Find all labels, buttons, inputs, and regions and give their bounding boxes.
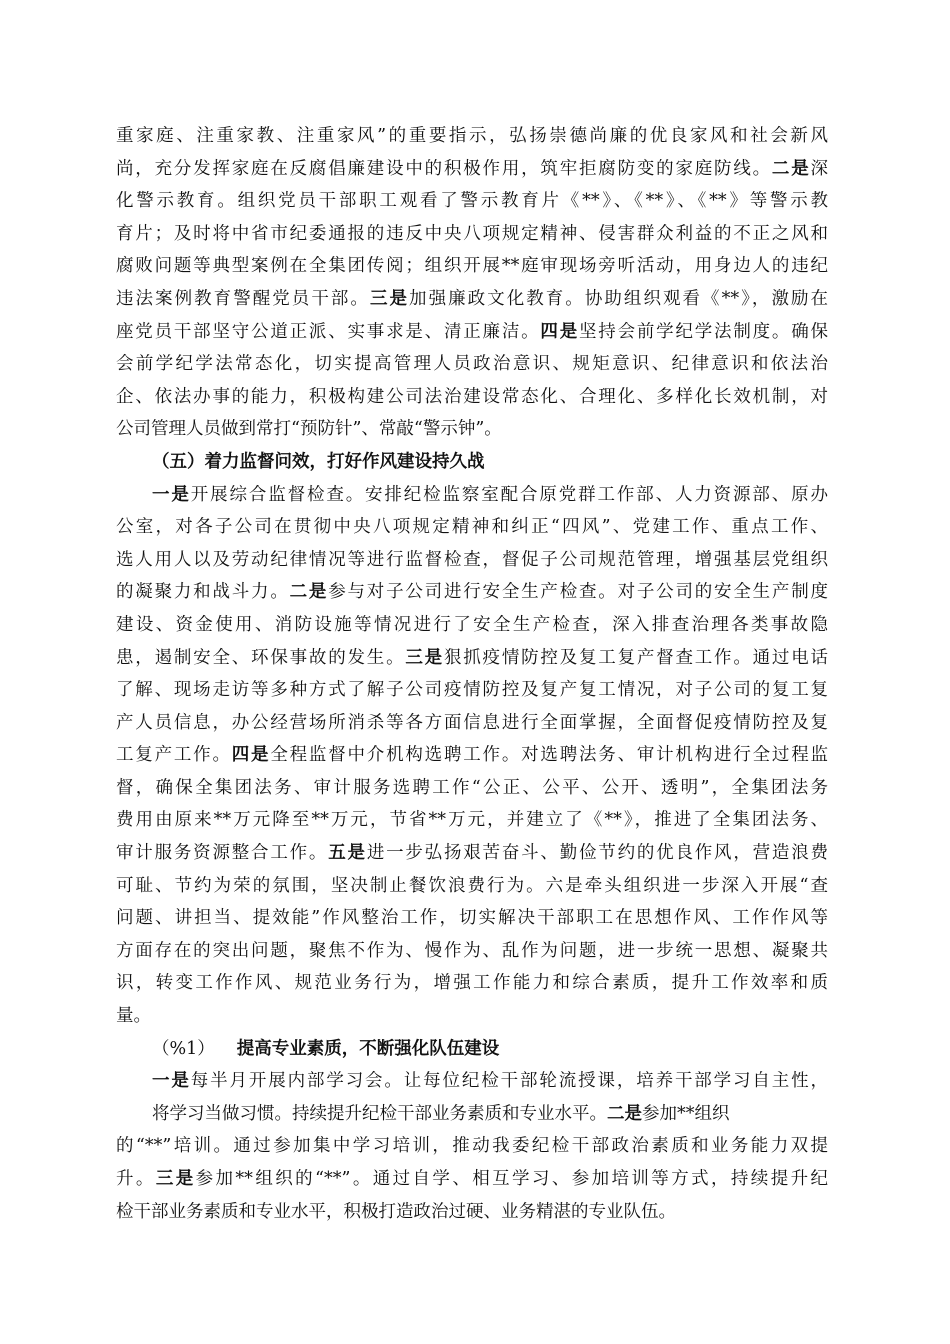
- body-text: 腐败问题等典型案例在全集团传阅；组织开展**庭审现场旁听活动，用身边人的违纪: [116, 256, 828, 277]
- bold-lead-text: 二是: [289, 582, 329, 603]
- body-text: 的“**”培训。通过参加集中学习培训，推动我委纪检干部政治素质和业务能力双提: [116, 1136, 828, 1157]
- body-text: 尚，充分发挥家庭在反腐倡廉建设中的积极作用，筑牢拒腐防变的家庭防线。: [116, 158, 772, 179]
- text-line: [116, 1163, 828, 1196]
- body-text: 重家庭、注重家教、注重家风”的重要指示，弘扬崇德尚廉的优良家风和社会新风: [116, 126, 828, 146]
- body-text: 全程监督中介机构选聘工作。对选聘法务、审计机构进行全过程监: [270, 745, 829, 766]
- text-line: [116, 413, 828, 446]
- text-line: [116, 902, 828, 935]
- body-text: 参加**组织: [642, 1103, 730, 1124]
- body-text: 量。: [116, 1006, 151, 1027]
- bold-lead-text: 四是: [231, 745, 271, 766]
- text-line: [116, 316, 828, 349]
- body-text: 每半月开展内部学习会。让每位纪检干部轮流授课，培养干部学习自主性，: [190, 1071, 829, 1092]
- body-text: 参与对子公司进行安全生产检查。对子公司的安全生产制度: [328, 582, 829, 603]
- body-text: 加强廉政文化教育。协助组织观看《**》，激励在: [409, 288, 829, 309]
- body-text: 狠抓疫情防控及复工复产督查工作。通过电话: [443, 647, 829, 668]
- text-line: [116, 120, 828, 153]
- bold-lead-text: 三是: [155, 1169, 196, 1189]
- text-line: [116, 185, 828, 218]
- body-text: 深: [810, 158, 829, 179]
- body-text: 问题、讲担当、提效能”作风整治工作，切实解决干部职工在思想作风、工作作风等: [116, 908, 828, 929]
- body-text: 识，转变工作作风、规范业务行为，增强工作能力和综合素质，提升工作效率和质: [116, 973, 828, 994]
- text-line: [116, 479, 828, 512]
- body-text: 建设、资金使用、消防设施等情况进行了安全生产检查，深入排查治理各类事故隐: [116, 614, 828, 635]
- body-text: 育片；及时将中省市纪委通报的违反中央八项规定精神、侵害群众利益的不正之风和: [116, 223, 828, 244]
- body-text: 公室，对各子公司在贯彻中央八项规定精神和纠正“四风”、党建工作、重点工作、: [116, 517, 828, 538]
- bold-lead-text: 一是: [152, 484, 191, 505]
- body-text: 化警示教育。组织党员干部职工观看了警示教育片《**》、《**》、《**》等警示教: [116, 191, 828, 212]
- body-text: 患，遏制安全、环保事故的发生。: [116, 647, 406, 668]
- body-text: 座党员干部坚守公道正派、实事求是、清正廉洁。: [116, 321, 541, 342]
- body-text: 选人用人以及劳动纪律情况等进行监督检查，督促子公司规范管理，增强基层党组织: [116, 549, 828, 570]
- body-text: 的凝聚力和战斗力。: [116, 582, 290, 603]
- body-text: 会前学纪学法常态化，切实提高管理人员政治意识、规矩意识、纪律意识和依法治: [116, 354, 828, 375]
- text-line: [116, 1130, 828, 1163]
- section-6-number: （%1）: [152, 1038, 215, 1059]
- body-text: 将学习当做习惯。持续提升纪检干部业务素质和专业水平。: [152, 1103, 607, 1124]
- text-line: [116, 283, 828, 316]
- text-line: [116, 511, 828, 544]
- bold-lead-text: 一是: [152, 1071, 191, 1092]
- body-text: 检干部业务素质和专业水平，积极打造政治过硬、业务精湛的专业队伍。: [116, 1201, 676, 1222]
- section-5-heading: （五）着力监督问效，打好作风建设持久战: [152, 451, 485, 472]
- body-text: 开展综合监督检查。安排纪检监察室配合原党群工作部、人力资源部、原办: [190, 484, 829, 505]
- intro-paragraph: [116, 120, 828, 446]
- text-line: [116, 804, 828, 837]
- body-text: 公司管理人员做到常打“预防针”、常敲“警示钟”。: [116, 419, 502, 440]
- text-line: [116, 348, 828, 381]
- body-text: 产人员信息，办公经营场所消杀等各方面信息进行全面掌握，全面督促疫情防控及复: [116, 712, 828, 733]
- section-5-body: [116, 479, 828, 1033]
- body-text: 了解、现场走访等多种方式了解子公司疫情防控及复产复工情况，对子公司的复工复: [116, 680, 828, 701]
- text-line: [116, 218, 828, 251]
- bold-lead-text: 二是: [771, 158, 811, 179]
- body-text: 费用由原来**万元降至**万元，节省**万元，并建立了《**》，推进了全集团法务、: [116, 810, 828, 831]
- bold-lead-text: 三是: [405, 647, 444, 668]
- text-line: [116, 544, 828, 577]
- text-line: [116, 674, 828, 707]
- body-text: 坚持会前学纪学法制度。确保: [579, 321, 829, 342]
- body-text: 参加**组织的“**”。通过自学、相互学习、参加培训等方式，持续提升纪: [195, 1169, 829, 1189]
- bold-lead-text: 四是: [540, 321, 580, 342]
- text-line: [116, 642, 828, 675]
- text-line: [116, 707, 828, 740]
- body-text: 企、依法办事的能力，积极构建公司法治建设常态化、合理化、多样化长效机制，对: [116, 386, 828, 407]
- text-line: [116, 772, 828, 805]
- text-line: [116, 1000, 828, 1033]
- section-6-heading: [116, 1033, 828, 1066]
- body-text: 可耻、节约为荣的氛围，坚决制止餐饮浪费行为。六是牵头组织进一步深入开展“查: [116, 875, 828, 896]
- body-text: 督，确保全集团法务、审计服务选聘工作“公正、公平、公开、透明”，全集团法务: [116, 777, 828, 798]
- body-text: 审计服务资源整合工作。: [116, 843, 329, 864]
- text-line: [116, 576, 828, 609]
- section-6-title: 提高专业素质，不断强化队伍建设: [236, 1038, 500, 1059]
- bold-lead-text: 二是: [607, 1103, 642, 1124]
- body-text: 方面存在的突出问题，聚焦不作为、慢作为、乱作为问题，进一步统一思想、凝聚共: [116, 940, 828, 961]
- text-line: [116, 870, 828, 903]
- document-page: [116, 120, 828, 1228]
- body-text: 升。: [116, 1169, 156, 1189]
- text-line: [116, 609, 828, 642]
- section-6-body: [116, 1065, 828, 1228]
- text-line: [116, 967, 828, 1000]
- text-line: [116, 381, 828, 414]
- text-line: [116, 250, 828, 283]
- text-line: [116, 837, 828, 870]
- body-text: 进一步弘扬艰苦奋斗、勤俭节约的优良作风，营造浪费: [366, 843, 829, 864]
- text-line: [116, 1065, 828, 1098]
- body-text: 违法案例教育警醒党员干部。: [116, 288, 370, 309]
- text-line: [116, 1196, 828, 1229]
- bold-lead-text: 三是: [369, 288, 410, 309]
- text-line: [116, 153, 828, 186]
- text-line: [116, 739, 828, 772]
- body-text: 工复产工作。: [116, 745, 232, 766]
- text-line: [116, 1098, 828, 1131]
- bold-lead-text: 五是: [328, 843, 367, 864]
- text-line: [116, 935, 828, 968]
